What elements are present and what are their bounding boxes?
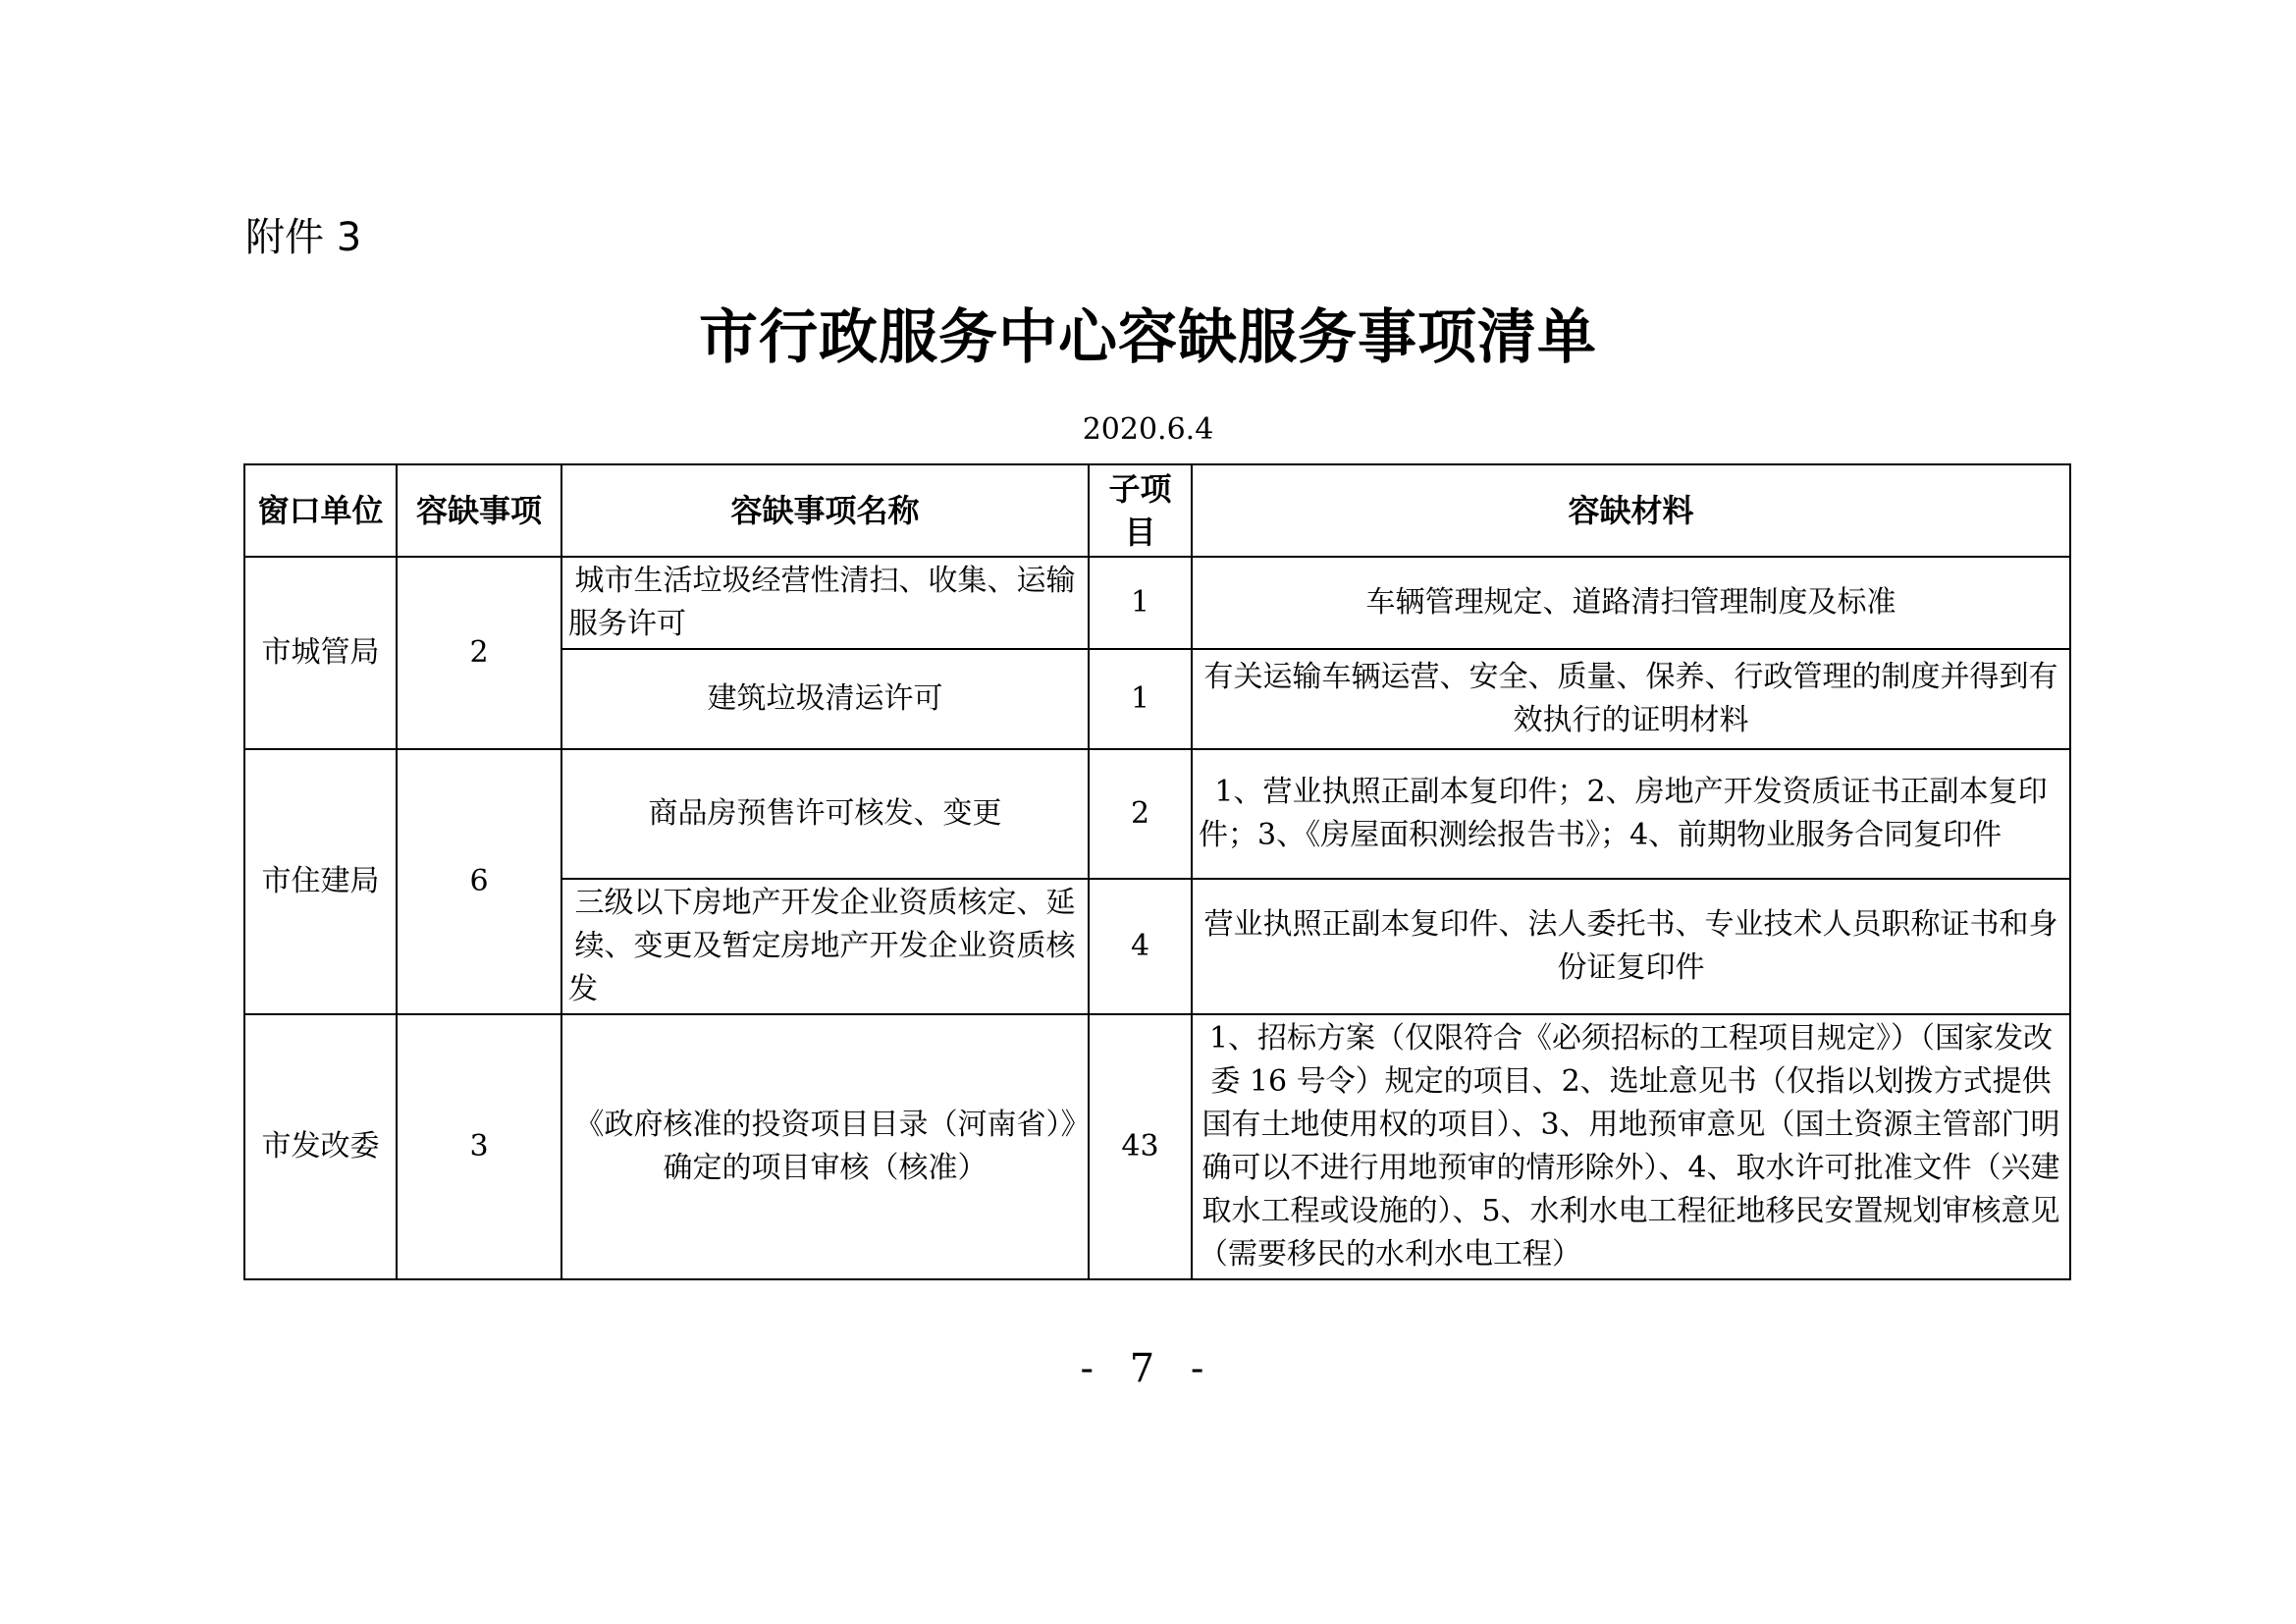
page-number: - 7 -: [1080, 1346, 1216, 1391]
materials-cell: 1、招标方案（仅限符合《必须招标的工程项目规定》）（国家发改委 16 号令）规定的项目、2、选址意见书（仅指以划拨方式提供国有土地使用权的项目）、3、用地预审意见（国土资源主管部门明确可以不进行用地预审的情形除外）、4、取水许可批准文件（兴建取水工程或设施的）、5、水利水电工程征地移民安置规划审核意见（需要移民的水利水电工程）: [1192, 1014, 2070, 1279]
page-title: 市行政服务中心容缺服务事项清单: [699, 303, 1597, 372]
unit-cell: 市发改委: [244, 1014, 397, 1279]
count-cell: 3: [397, 1014, 561, 1279]
item-name-cell: 《政府核准的投资项目目录（河南省）》确定的项目审核（核准）: [561, 1014, 1089, 1279]
sub-items-cell: 1: [1089, 649, 1192, 749]
column-header-sub-items: 子项目: [1089, 464, 1192, 557]
materials-cell: 营业执照正副本复印件、法人委托书、专业技术人员职称证书和身份证复印件: [1192, 879, 2070, 1014]
document-date: 2020.6.4: [1082, 412, 1214, 447]
count-cell: 6: [397, 749, 561, 1014]
count-cell: 2: [397, 557, 561, 749]
service-items-table: [243, 463, 2071, 1280]
materials-cell: 1、营业执照正副本复印件；2、房地产开发资质证书正副本复印件；3、《房屋面积测绘报告书》；4、前期物业服务合同复印件: [1192, 749, 2070, 879]
item-name-cell: 商品房预售许可核发、变更: [561, 749, 1089, 879]
item-name-cell: 城市生活垃圾经营性清扫、收集、运输服务许可: [561, 557, 1089, 649]
unit-cell: 市城管局: [244, 557, 397, 749]
sub-items-cell: 4: [1089, 879, 1192, 1014]
table-row: [244, 557, 2070, 649]
table-row: [244, 1014, 2070, 1279]
column-header-unit: 窗口单位: [244, 464, 397, 557]
table-header-row: [244, 464, 2070, 557]
item-name-cell: 建筑垃圾清运许可: [561, 649, 1089, 749]
materials-cell: 车辆管理规定、道路清扫管理制度及标准: [1192, 557, 2070, 649]
column-header-count: 容缺事项: [397, 464, 561, 557]
column-header-item-name: 容缺事项名称: [561, 464, 1089, 557]
materials-cell: 有关运输车辆运营、安全、质量、保养、行政管理的制度并得到有效执行的证明材料: [1192, 649, 2070, 749]
sub-items-cell: 2: [1089, 749, 1192, 879]
column-header-materials: 容缺材料: [1192, 464, 2070, 557]
item-name-cell: 三级以下房地产开发企业资质核定、延续、变更及暂定房地产开发企业资质核发: [561, 879, 1089, 1014]
table-row: [244, 749, 2070, 879]
sub-items-cell: 43: [1089, 1014, 1192, 1279]
sub-items-cell: 1: [1089, 557, 1192, 649]
unit-cell: 市住建局: [244, 749, 397, 1014]
attachment-label: 附件 3: [245, 215, 362, 260]
